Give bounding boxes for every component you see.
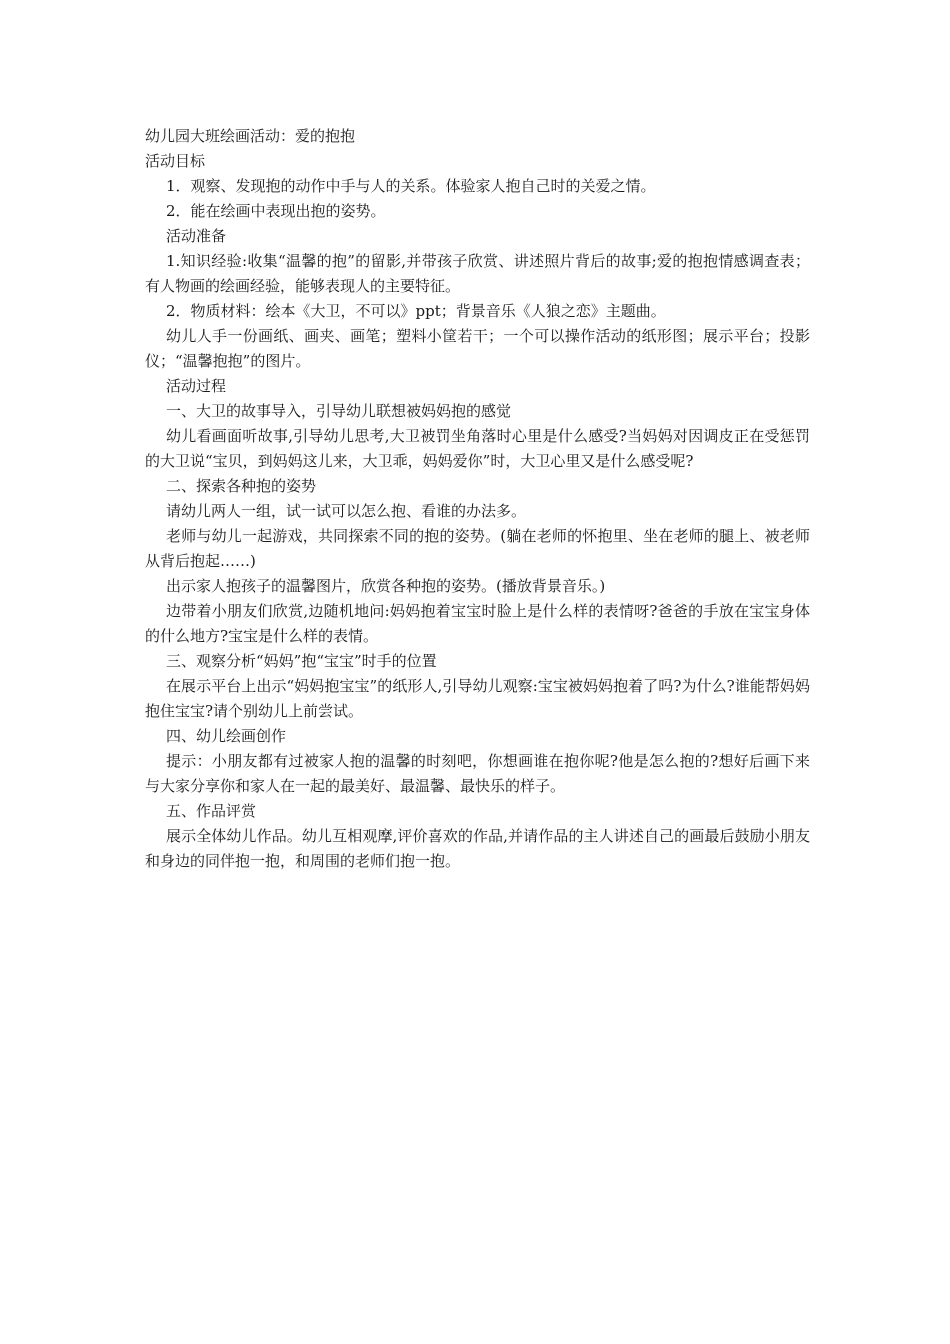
- paragraph: 请幼儿两人一组，试一试可以怎么抱、看谁的办法多。: [166, 502, 527, 520]
- document-page: [145, 124, 810, 874]
- section-heading-goals: 活动目标: [145, 152, 206, 170]
- paragraph: 2．物质材料：绘本《大卫，不可以》ppt；背景音乐《人狼之恋》主题曲。: [166, 302, 666, 320]
- section-heading-preparation: 活动准备: [166, 227, 227, 245]
- subsection-heading: 一、大卫的故事导入，引导幼儿联想被妈妈抱的感觉: [166, 402, 512, 420]
- paragraph: 幼儿人手一份画纸、画夹、画笔；塑料小筐若干；一个可以操作活动的纸形图；展示平台；投影仪；“温馨抱抱”的图片。: [145, 327, 810, 370]
- paragraph: 出示家人抱孩子的温馨图片，欣赏各种抱的姿势。(播放背景音乐。): [166, 577, 606, 595]
- paragraph: 老师与幼儿一起游戏，共同探索不同的抱的姿势。(躺在老师的怀抱里、坐在老师的腿上、被老师从背后抱起……): [145, 527, 810, 570]
- paragraph: 边带着小朋友们欣赏,边随机地问:妈妈抱着宝宝时脸上是什么样的表情呀?爸爸的手放在宝宝身体的什么地方?宝宝是什么样的表情。: [145, 602, 810, 645]
- paragraph: 在展示平台上出示“妈妈抱宝宝”的纸形人,引导幼儿观察:宝宝被妈妈抱着了吗?为什么?谁能帮妈妈抱住宝宝?请个别幼儿上前尝试。: [145, 677, 810, 720]
- section-heading-process: 活动过程: [166, 377, 227, 395]
- paragraph: 展示全体幼儿作品。幼儿互相观摩,评价喜欢的作品,并请作品的主人讲述自己的画最后鼓励小朋友和身边的同伴抱一抱，和周围的老师们抱一抱。: [145, 827, 810, 870]
- document-title: 幼儿园大班绘画活动：爱的抱抱: [145, 127, 356, 145]
- paragraph: 提示：小朋友都有过被家人抱的温馨的时刻吧，你想画谁在抱你呢?他是怎么抱的?想好后画下来与大家分享你和家人在一起的最美好、最温馨、最快乐的样子。: [145, 752, 810, 795]
- paragraph: 2．能在绘画中表现出抱的姿势。: [166, 202, 386, 220]
- paragraph: 1.知识经验:收集“温馨的抱”的留影,并带孩子欣赏、讲述照片背后的故事;爱的抱抱情感调查表；有人物画的绘画经验，能够表现人的主要特征。: [145, 252, 810, 295]
- subsection-heading: 二、探索各种抱的姿势: [166, 477, 317, 495]
- subsection-heading: 四、幼儿绘画创作: [166, 727, 287, 745]
- subsection-heading: 五、作品评赏: [166, 802, 257, 820]
- paragraph: 幼儿看画面听故事,引导幼儿思考,大卫被罚坐角落时心里是什么感受?当妈妈对因调皮正在受惩罚的大卫说“宝贝，到妈妈这儿来，大卫乖，妈妈爱你”时，大卫心里又是什么感受呢?: [145, 427, 810, 470]
- paragraph: 1．观察、发现抱的动作中手与人的关系。体验家人抱自己时的关爱之情。: [166, 177, 656, 195]
- subsection-heading: 三、观察分析“妈妈”抱“宝宝”时手的位置: [166, 652, 437, 670]
